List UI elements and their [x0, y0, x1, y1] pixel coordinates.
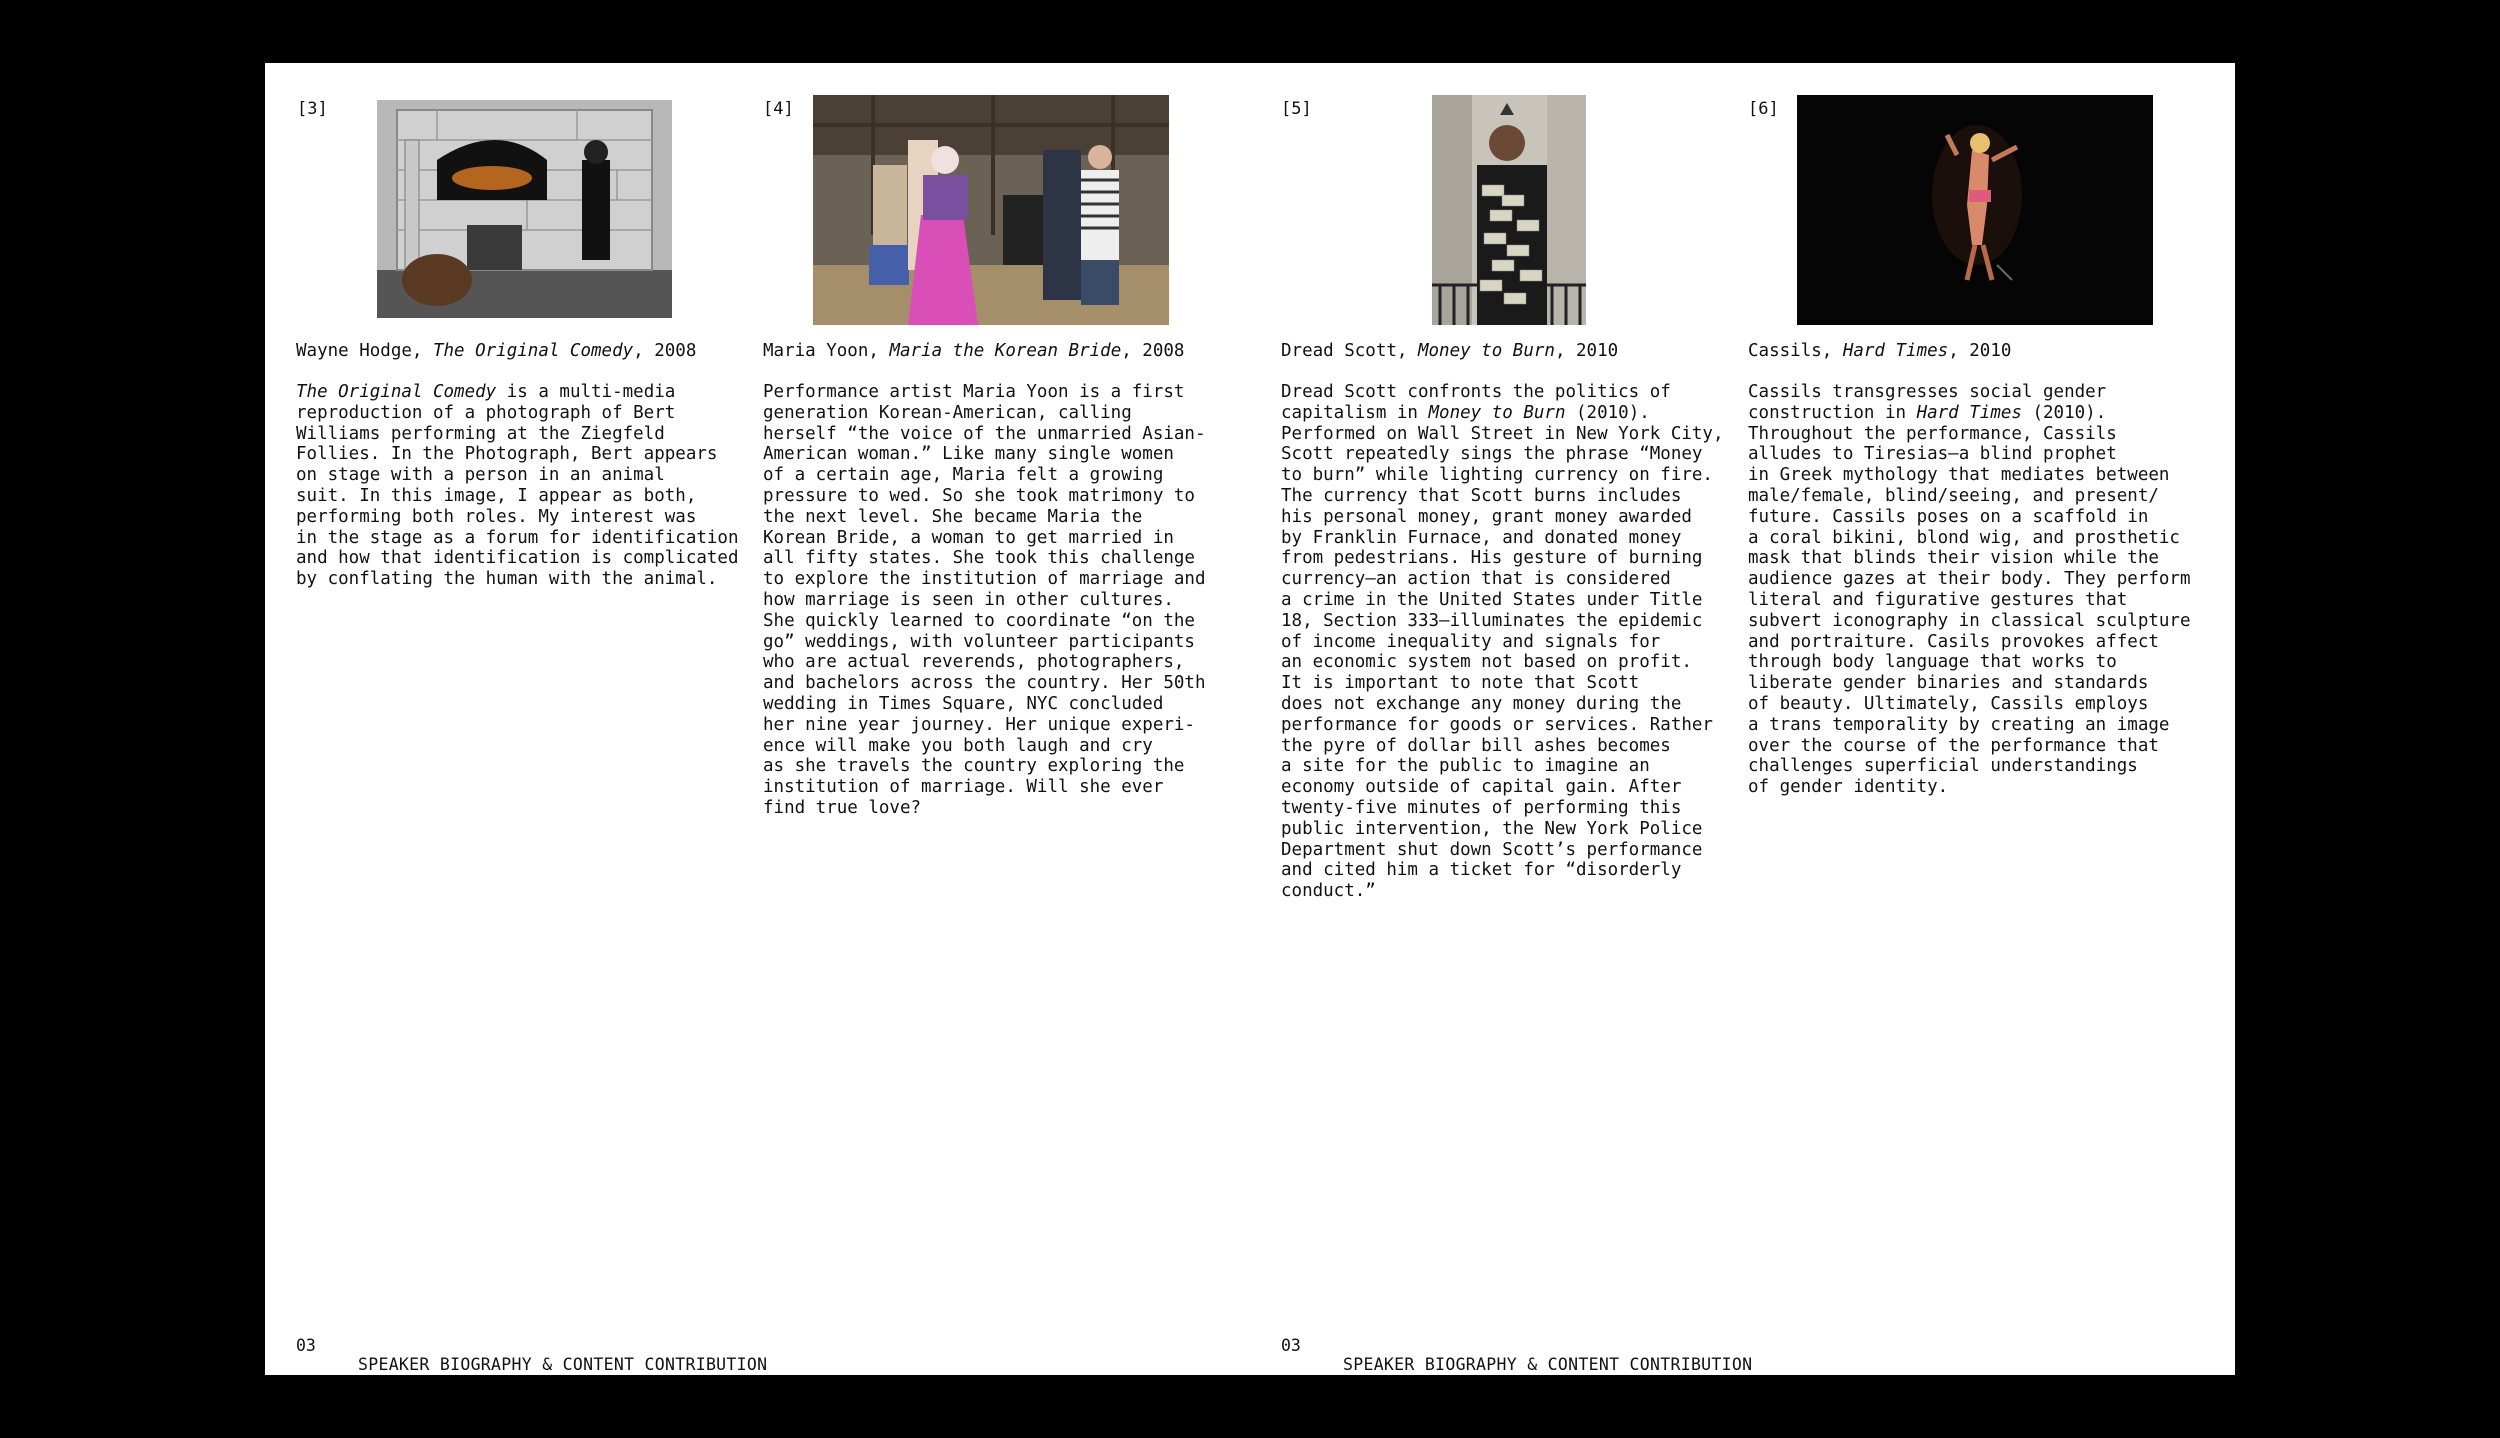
description-line: and cited him a ticket for “disorderly: [1281, 860, 1682, 881]
description-line: from pedestrians. His gesture of burning: [1281, 548, 1703, 569]
description-line: capitalism in Money to Burn (2010).: [1281, 402, 1650, 423]
description-line: all fifty states. She took this challenge: [763, 548, 1195, 569]
description-line: to explore the institution of marriage and: [763, 569, 1206, 590]
photo-korean-bride: [813, 95, 1169, 325]
description-line: mask that blinds their vision while the: [1748, 548, 2159, 569]
photo-money-to-burn: [1432, 95, 1586, 325]
description-line: through body language that works to: [1748, 652, 2117, 673]
description: [763, 382, 1206, 819]
description-line: find true love?: [763, 797, 922, 818]
description-line: to burn” while lighting currency on fire.: [1281, 465, 1713, 486]
description-line: challenges superficial understandings: [1748, 756, 2138, 777]
description-line: go” weddings, with volunteer participants: [763, 631, 1195, 652]
artist-name: Cassils,: [1748, 341, 1843, 361]
section-label: SPEAKER BIOGRAPHY & CONTENT CONTRIBUTION: [1343, 1355, 1753, 1374]
description-line: Dread Scott confronts the politics of: [1281, 382, 1671, 402]
caption: [1748, 341, 2011, 362]
description-line: alludes to Tiresias—a blind prophet: [1748, 444, 2117, 465]
caption: [1281, 341, 1618, 362]
page-footer-right: [1281, 1317, 1753, 1393]
description-line: 18, Section 333—illuminates the epidemic: [1281, 610, 1703, 631]
description-line: currency—an action that is considered: [1281, 569, 1671, 590]
description-line: future. Cassils poses on a scaffold in: [1748, 506, 2149, 527]
description-line: of a certain age, Maria felt a growing: [763, 465, 1164, 486]
description-line: liberate gender binaries and standards: [1748, 673, 2149, 694]
figure-number: [6]: [1748, 99, 1779, 119]
description-line: She quickly learned to coordinate “on the: [763, 610, 1195, 631]
description-line: does not exchange any money during the: [1281, 693, 1682, 714]
description-line: the pyre of dollar bill ashes becomes: [1281, 735, 1671, 756]
caption: [763, 341, 1184, 362]
description: [296, 382, 739, 590]
description-line: the next level. She became Maria the: [763, 506, 1143, 527]
work-year: , 2010: [1554, 341, 1619, 361]
description-line: by conflating the human with the animal.: [296, 569, 718, 590]
figure-number: [3]: [297, 99, 328, 119]
description-line: pressure to wed. So she took matrimony to: [763, 485, 1195, 506]
work-year: , 2008: [1121, 341, 1185, 361]
description-line: of income inequality and signals for: [1281, 631, 1661, 652]
description-line: The currency that Scott burns includes: [1281, 485, 1682, 506]
description-line: Department shut down Scott’s performance: [1281, 839, 1703, 860]
description-line: Performance artist Maria Yoon is a first: [763, 382, 1185, 402]
description-line: construction in Hard Times (2010).: [1748, 402, 2107, 423]
work-title-inline: Hard Times: [1916, 402, 2022, 423]
description-line: literal and figurative gestures that: [1748, 589, 2128, 610]
description-line: ence will make you both laugh and cry: [763, 735, 1153, 756]
figure-number: [4]: [763, 99, 794, 119]
description-line: in the stage as a forum for identification: [296, 527, 739, 548]
description-line: American woman.” Like many single women: [763, 444, 1174, 465]
work-title-inline: The Original Comedy: [296, 382, 497, 402]
description-line: conduct.”: [1281, 881, 1376, 902]
description-line: of gender identity.: [1748, 777, 1949, 798]
page-spread: [265, 63, 2235, 1375]
description-line: reproduction of a photograph of Bert: [296, 402, 676, 423]
artist-name: Dread Scott,: [1281, 341, 1418, 361]
description-line: twenty-five minutes of performing this: [1281, 797, 1682, 818]
description-line: a trans temporality by creating an image: [1748, 714, 2170, 735]
work-title: Hard Times: [1842, 341, 1949, 361]
description-line: who are actual reverends, photographers,: [763, 652, 1185, 673]
photo-hard-times: [1797, 95, 2153, 325]
page-number: 03: [296, 1336, 316, 1355]
description: [1281, 382, 1724, 902]
description-line: herself “the voice of the unmarried Asian-: [763, 423, 1206, 444]
description-line: as she travels the country exploring the: [763, 756, 1185, 777]
description-line: It is important to note that Scott: [1281, 673, 1640, 694]
description-line: wedding in Times Square, NYC concluded: [763, 693, 1164, 714]
artist-name: Wayne Hodge,: [296, 341, 433, 361]
description-line: and portraiture. Casils provokes affect: [1748, 631, 2159, 652]
figure-number: [5]: [1281, 99, 1312, 119]
work-title: The Original Comedy: [432, 341, 634, 361]
description-line: a site for the public to imagine an: [1281, 756, 1650, 777]
description-line: an economic system not based on profit.: [1281, 652, 1692, 673]
description-line: her nine year journey. Her unique experi-: [763, 714, 1195, 735]
work-year: , 2008: [633, 341, 697, 361]
description-line: Follies. In the Photograph, Bert appears: [296, 444, 718, 465]
description-line: over the course of the performance that: [1748, 735, 2159, 756]
description-line: subvert iconography in classical sculpture: [1748, 610, 2191, 631]
description-line: The Original Comedy is a multi-media: [296, 382, 676, 402]
description-line: on stage with a person in an animal: [296, 465, 665, 486]
caption: [296, 341, 696, 362]
description-line: generation Korean-American, calling: [763, 402, 1132, 423]
description-line: of beauty. Ultimately, Cassils employs: [1748, 693, 2149, 714]
section-label: SPEAKER BIOGRAPHY & CONTENT CONTRIBUTION: [358, 1355, 768, 1374]
description-line: by Franklin Furnace, and donated money: [1281, 527, 1682, 548]
description-line: performing both roles. My interest was: [296, 506, 697, 527]
description-line: a crime in the United States under Title: [1281, 589, 1703, 610]
description-line: how marriage is seen in other cultures.: [763, 589, 1174, 610]
description-line: in Greek mythology that mediates between: [1748, 465, 2170, 486]
work-year: , 2010: [1948, 341, 2012, 361]
description-line: performance for goods or services. Rather: [1281, 714, 1713, 735]
description-line: a coral bikini, blond wig, and prosthetic: [1748, 527, 2180, 548]
page-footer-left: [296, 1317, 768, 1393]
work-title-inline: Money to Burn: [1428, 402, 1566, 423]
page-number: 03: [1281, 1336, 1301, 1355]
work-title: Maria the Korean Bride: [889, 341, 1122, 361]
artist-name: Maria Yoon,: [763, 341, 890, 361]
description-line: and bachelors across the country. Her 50th: [763, 673, 1206, 694]
description-line: suit. In this image, I appear as both,: [296, 485, 697, 506]
description-line: his personal money, grant money awarded: [1281, 506, 1692, 527]
work-title: Money to Burn: [1417, 341, 1555, 361]
description-line: Williams performing at the Ziegfeld: [296, 423, 665, 444]
description-line: male/female, blind/seeing, and present/: [1748, 485, 2159, 506]
description-line: Scott repeatedly sings the phrase “Money: [1281, 444, 1703, 465]
description-line: audience gazes at their body. They perform: [1748, 569, 2191, 590]
description-line: Cassils transgresses social gender: [1748, 382, 2107, 402]
description-line: Korean Bride, a woman to get married in: [763, 527, 1174, 548]
photo-original-comedy: [377, 100, 672, 318]
description-line: Performed on Wall Street in New York City,: [1281, 423, 1724, 444]
description: [1748, 382, 2191, 798]
description-line: institution of marriage. Will she ever: [763, 777, 1164, 798]
description-line: economy outside of capital gain. After: [1281, 777, 1682, 798]
description-line: and how that identification is complicated: [296, 548, 739, 569]
description-line: public intervention, the New York Police: [1281, 818, 1703, 839]
description-line: Throughout the performance, Cassils: [1748, 423, 2117, 444]
